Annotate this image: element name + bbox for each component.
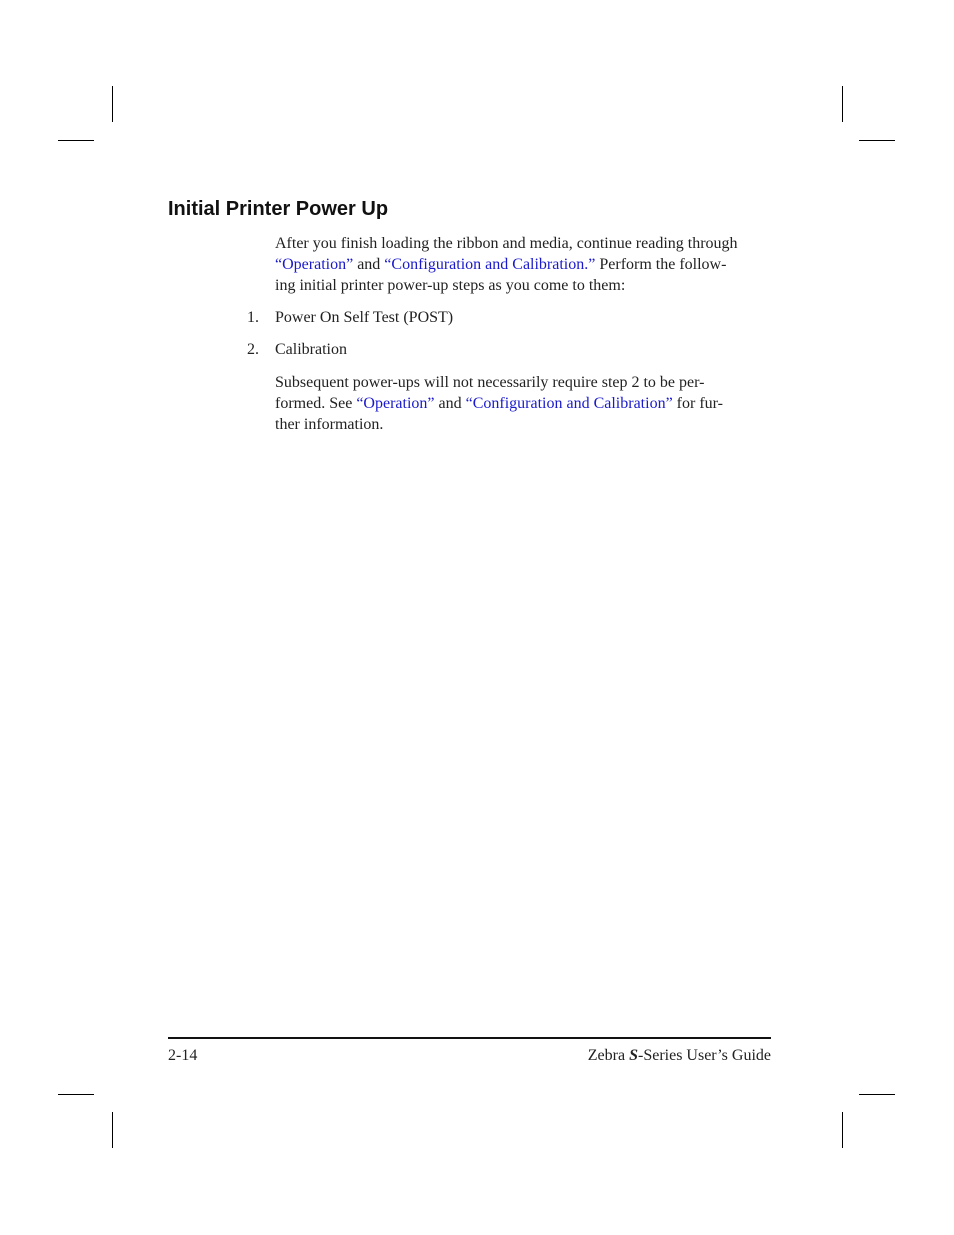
crop-mark-top-left-horizontal [58,140,94,141]
crop-mark-bottom-left-vertical [112,1112,113,1148]
guide-series: S [629,1047,638,1064]
note-line-3: ther information. [275,416,384,433]
step-number: 1. [247,309,259,326]
guide-suffix: -Series User’s Guide [637,1047,771,1064]
note-and: and [434,395,466,412]
intro-tail: Perform the follow- [595,256,727,273]
section-heading: Initial Printer Power Up [168,198,389,220]
configuration-calibration-link[interactable]: “Configuration and Calibration.” [384,256,596,273]
operation-link[interactable]: “Operation” [356,395,435,412]
crop-mark-top-right-vertical [842,86,843,122]
note-paragraph [275,372,775,435]
guide-title [588,1045,771,1066]
intro-line-2 [275,254,775,275]
crop-mark-top-right-horizontal [859,140,895,141]
step-label: Power On Self Test (POST) [275,309,454,326]
intro-and: and [353,256,385,273]
footer-rule [168,1037,771,1039]
intro-paragraph [275,233,775,296]
note-tail: for fur- [672,395,723,412]
crop-mark-bottom-right-vertical [842,1112,843,1148]
list-item-step-2 [247,339,347,360]
intro-line-1: After you finish loading the ribbon and media, continue reading through [275,235,738,252]
operation-link[interactable]: “Operation” [275,256,354,273]
list-item-step-1 [247,307,453,328]
guide-prefix: Zebra [587,1047,630,1064]
intro-line-3: ing initial printer power-up steps as you come to them: [275,277,626,294]
note-line-1: Subsequent power-ups will not necessarily require step 2 to be per- [275,374,705,391]
crop-mark-bottom-right-horizontal [859,1094,895,1095]
step-label: Calibration [275,341,347,358]
note-line-2 [275,393,775,414]
note-see: formed. See [275,395,357,412]
crop-mark-top-left-vertical [112,86,113,122]
step-number: 2. [247,341,259,358]
configuration-calibration-link[interactable]: “Configuration and Calibration” [465,395,673,412]
page-number: 2-14 [168,1047,198,1064]
crop-mark-bottom-left-horizontal [58,1094,94,1095]
